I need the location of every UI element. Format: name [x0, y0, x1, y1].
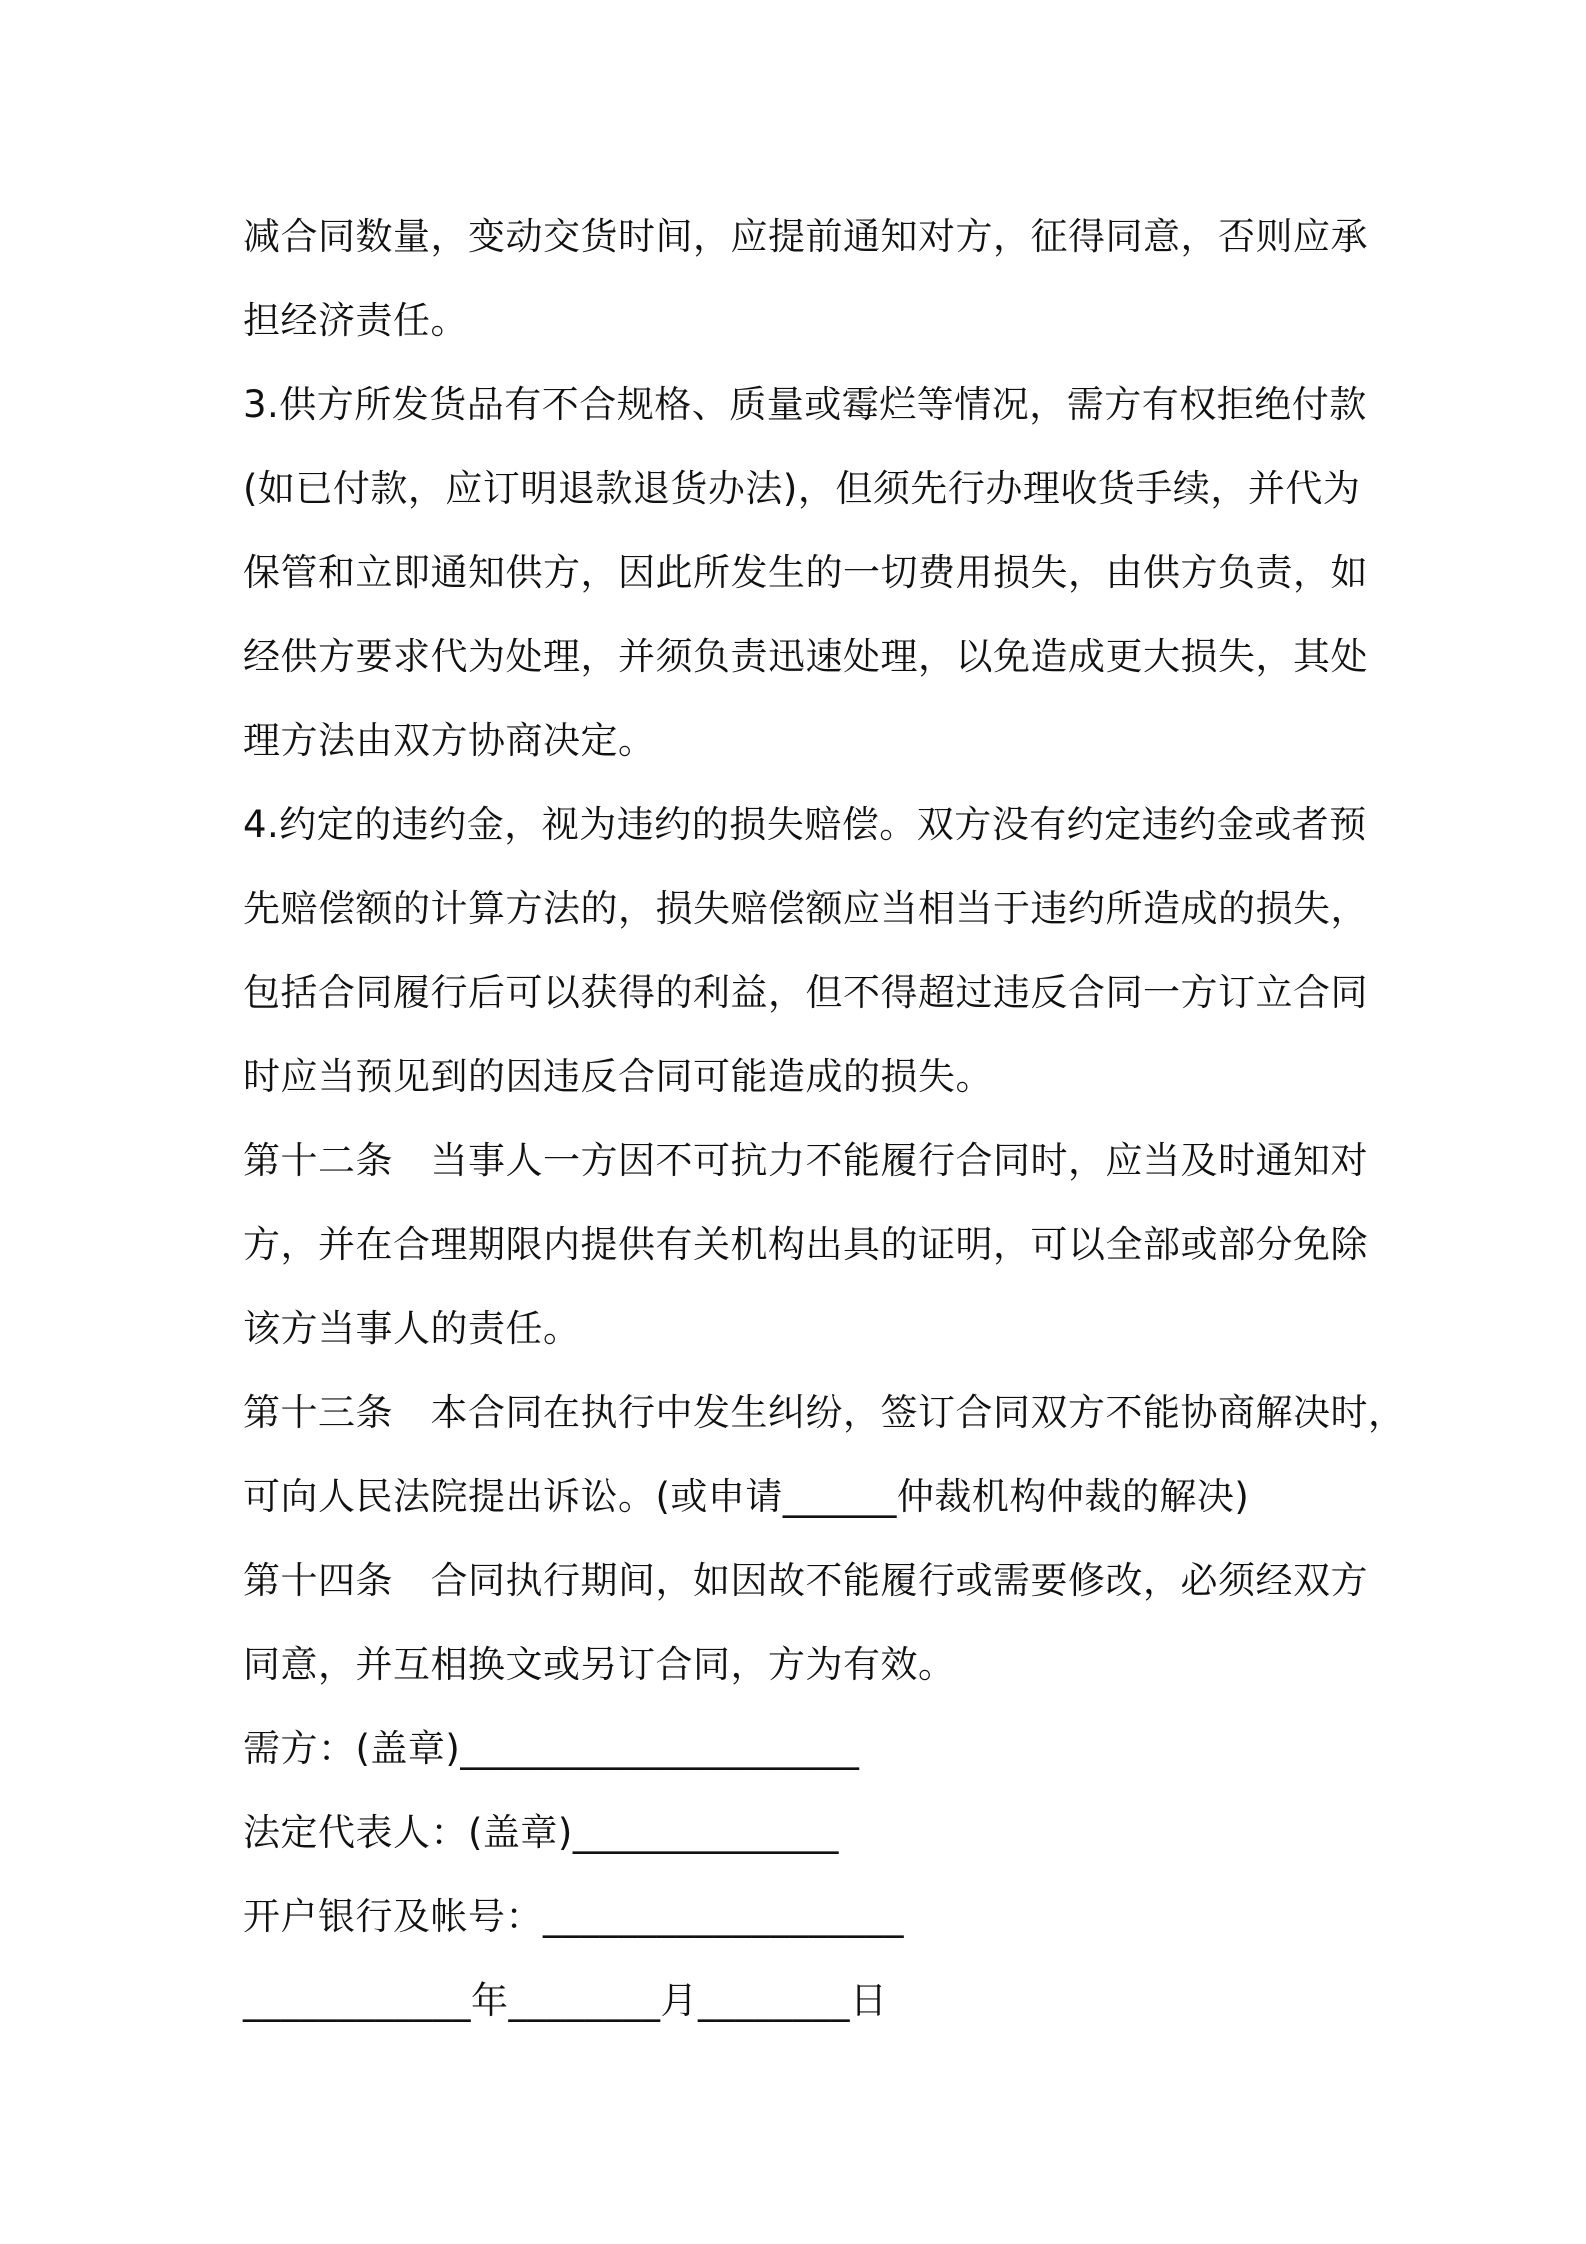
text-line: (如已付款，应订明退款退货办法)，但须先行办理收货手续，并代为: [243, 467, 1361, 510]
text-line: 先赔偿额的计算方法的，损失赔偿额应当相当于违约所造成的损失，: [243, 887, 1368, 930]
buyer-seal-field: 需方：(盖章)_____________________: [243, 1727, 860, 1770]
text-line: 减合同数量，变动交货时间，应提前通知对方，征得同意，否则应承: [243, 215, 1368, 258]
date-field: ____________年________月________日: [243, 1979, 888, 2022]
bank-account-field: 开户银行及帐号：___________________: [243, 1895, 904, 1938]
legal-representative-field: 法定代表人：(盖章)______________: [243, 1811, 839, 1854]
text-line: 同意，并互相换文或另订合同，方为有效。: [243, 1643, 956, 1686]
document-body: [243, 195, 1406, 2043]
text-line: 理方法由双方协商决定。: [243, 719, 656, 762]
clause-4-line: 4.约定的违约金，视为违约的损失赔偿。双方没有约定违约金或者预: [243, 803, 1367, 846]
text-line: 经供方要求代为处理，并须负责迅速处理，以免造成更大损失，其处: [243, 635, 1368, 678]
article-13-line: 第十三条 本合同在执行中发生纠纷，签订合同双方不能协商解决时，: [243, 1391, 1406, 1434]
article-12-line: 第十二条 当事人一方因不可抗力不能履行合同时，应当及时通知对: [243, 1139, 1368, 1182]
text-line: 保管和立即通知供方，因此所发生的一切费用损失，由供方负责，如: [243, 551, 1368, 594]
text-line: 该方当事人的责任。: [243, 1307, 581, 1350]
clause-3-line: 3.供方所发货品有不合规格、质量或霉烂等情况，需方有权拒绝付款: [243, 383, 1367, 426]
text-line: 包括合同履行后可以获得的利益，但不得超过违反合同一方订立合同: [243, 971, 1368, 1014]
text-line: 可向人民法院提出诉讼。(或申请______仲裁机构仲裁的解决): [243, 1475, 1250, 1518]
text-line: 方，并在合理期限内提供有关机构出具的证明，可以全部或部分免除: [243, 1223, 1368, 1266]
text-line: 时应当预见到的因违反合同可能造成的损失。: [243, 1055, 993, 1098]
text-line: 担经济责任。: [243, 299, 468, 342]
article-14-line: 第十四条 合同执行期间，如因故不能履行或需要修改，必须经双方: [243, 1559, 1368, 1602]
